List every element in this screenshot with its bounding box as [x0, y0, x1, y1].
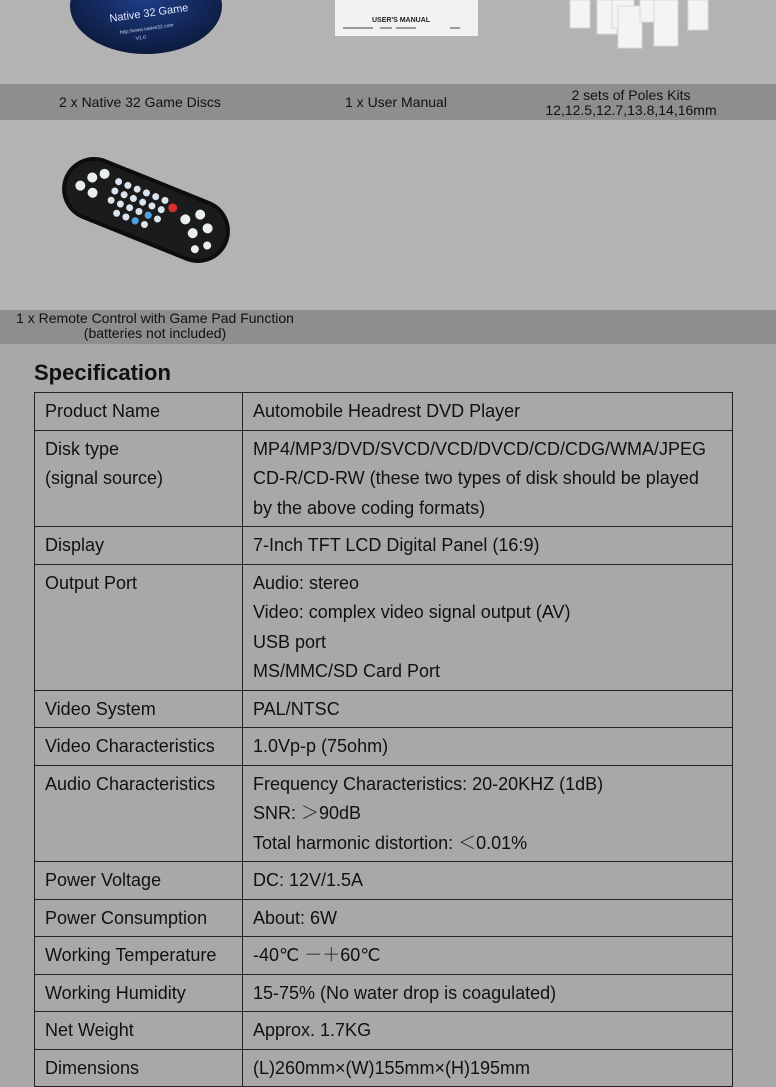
- spec-value: USB port: [253, 631, 327, 652]
- spec-row: [35, 937, 733, 975]
- remote-caption: [10, 311, 300, 341]
- spec-value: Approx. 1.7KG: [253, 1020, 372, 1040]
- remote-photo-band: [0, 120, 776, 310]
- spec-value-cell: [243, 690, 733, 728]
- poles-caption: [541, 88, 721, 118]
- spec-row: [35, 1049, 733, 1087]
- spec-value: Total harmonic distortion: ＜0.01%: [253, 832, 528, 853]
- spec-label: Display: [45, 535, 105, 555]
- spec-label-cell: [35, 1049, 243, 1087]
- spec-row: [35, 728, 733, 766]
- spec-row: [35, 690, 733, 728]
- spec-value: MP4/MP3/DVD/SVCD/VCD/DVCD/CD/CDG/WMA/JPEG: [253, 438, 707, 459]
- spec-value-cell: [243, 430, 733, 527]
- spec-label-cell: [35, 527, 243, 565]
- accessories-photo-band: [0, 0, 776, 84]
- spec-label: Video Characteristics: [45, 736, 215, 756]
- spec-label-cell: [35, 1012, 243, 1050]
- disc-title-text: Native 32 Game: [108, 2, 190, 25]
- spec-label-cell: [35, 728, 243, 766]
- spec-label: Video System: [45, 698, 156, 719]
- spec-label-cell: [35, 690, 243, 728]
- poles-caption-line1: 2 sets of Poles Kits: [571, 87, 691, 103]
- spec-value-cell: [243, 393, 733, 431]
- disc-url-text: http://www.native32.com: [119, 22, 174, 36]
- spec-value: Frequency Characteristics: 20-20KHZ (1dB): [253, 773, 604, 794]
- specification-heading: Specification: [34, 360, 171, 385]
- remote-control-image: [0, 120, 776, 310]
- spec-label: Audio Characteristics: [45, 773, 216, 794]
- specification-table: [34, 392, 733, 1087]
- spec-value: Video: complex video signal output (AV): [253, 602, 571, 622]
- manual-title-text: USER'S MANUAL: [372, 17, 431, 24]
- spec-label: Power Voltage: [45, 870, 162, 890]
- manual-caption: 1 x User Manual: [345, 94, 447, 110]
- spec-value-cell: [243, 527, 733, 565]
- spec-value: Audio: stereo: [253, 572, 360, 593]
- disc-version-text: V1.0: [135, 34, 147, 42]
- spec-label: Disk type: [45, 438, 120, 459]
- spec-value: (L)260mm×(W)155mm×(H)195mm: [253, 1057, 531, 1078]
- spec-value: SNR: ＞90dB: [253, 803, 362, 823]
- spec-value-cell: [243, 765, 733, 862]
- spec-row: [35, 862, 733, 900]
- spec-label-secondary: (signal source): [45, 468, 164, 488]
- spec-value-cell: [243, 1012, 733, 1050]
- spec-label: Dimensions: [45, 1057, 140, 1078]
- remote-caption-line2: (batteries not included): [83, 325, 227, 341]
- spec-value: 7-Inch TFT LCD Digital Panel (16:9): [253, 535, 540, 555]
- spec-value-cell: [243, 728, 733, 766]
- spec-value: -40℃ －＋60℃: [253, 945, 381, 965]
- spec-value-cell: [243, 937, 733, 975]
- spec-row: [35, 527, 733, 565]
- spec-value-cell: [243, 899, 733, 937]
- spec-value-cell: [243, 1049, 733, 1087]
- discs-caption: 2 x Native 32 Game Discs: [59, 94, 221, 110]
- spec-label-cell: [35, 393, 243, 431]
- user-manual-image: [335, 0, 478, 36]
- spec-value: About: 6W: [253, 907, 338, 928]
- spec-label-cell: [35, 430, 243, 527]
- spec-value: PAL/NTSC: [253, 698, 340, 719]
- spec-value: by the above coding formats): [253, 497, 486, 518]
- game-disc-image: [0, 0, 776, 84]
- spec-label: Working Humidity: [45, 982, 186, 1003]
- spec-label: Working Temperature: [45, 945, 217, 965]
- specification-table-body: [35, 393, 733, 1087]
- spec-value: MS/MMC/SD Card Port: [253, 661, 441, 681]
- poles-kit-image: [570, 0, 708, 48]
- spec-value: DC: 12V/1.5A: [253, 870, 364, 890]
- spec-value-cell: [243, 862, 733, 900]
- spec-label-cell: [35, 862, 243, 900]
- spec-label: Product Name: [45, 401, 161, 421]
- spec-label: Net Weight: [45, 1020, 134, 1040]
- spec-row: [35, 1012, 733, 1050]
- spec-label-cell: [35, 937, 243, 975]
- spec-value: CD-R/CD-RW (these two types of disk should be played: [253, 468, 699, 488]
- spec-value: 15-75% (No water drop is coagulated): [253, 982, 557, 1003]
- spec-row: [35, 899, 733, 937]
- spec-row: [35, 564, 733, 690]
- spec-row: [35, 765, 733, 862]
- spec-label-cell: [35, 899, 243, 937]
- spec-label-cell: [35, 564, 243, 690]
- spec-label: Output Port: [45, 572, 138, 593]
- remote-caption-line1: 1 x Remote Control with Game Pad Function: [16, 310, 294, 326]
- spec-value-cell: [243, 564, 733, 690]
- spec-row: [35, 393, 733, 431]
- poles-caption-line2: 12,12.5,12.7,13.8,14,16mm: [545, 102, 717, 118]
- spec-label-cell: [35, 765, 243, 862]
- spec-label: Power Consumption: [45, 907, 208, 928]
- spec-row: [35, 430, 733, 527]
- spec-value: 1.0Vp-p (75ohm): [253, 736, 389, 756]
- spec-value: Automobile Headrest DVD Player: [253, 401, 521, 421]
